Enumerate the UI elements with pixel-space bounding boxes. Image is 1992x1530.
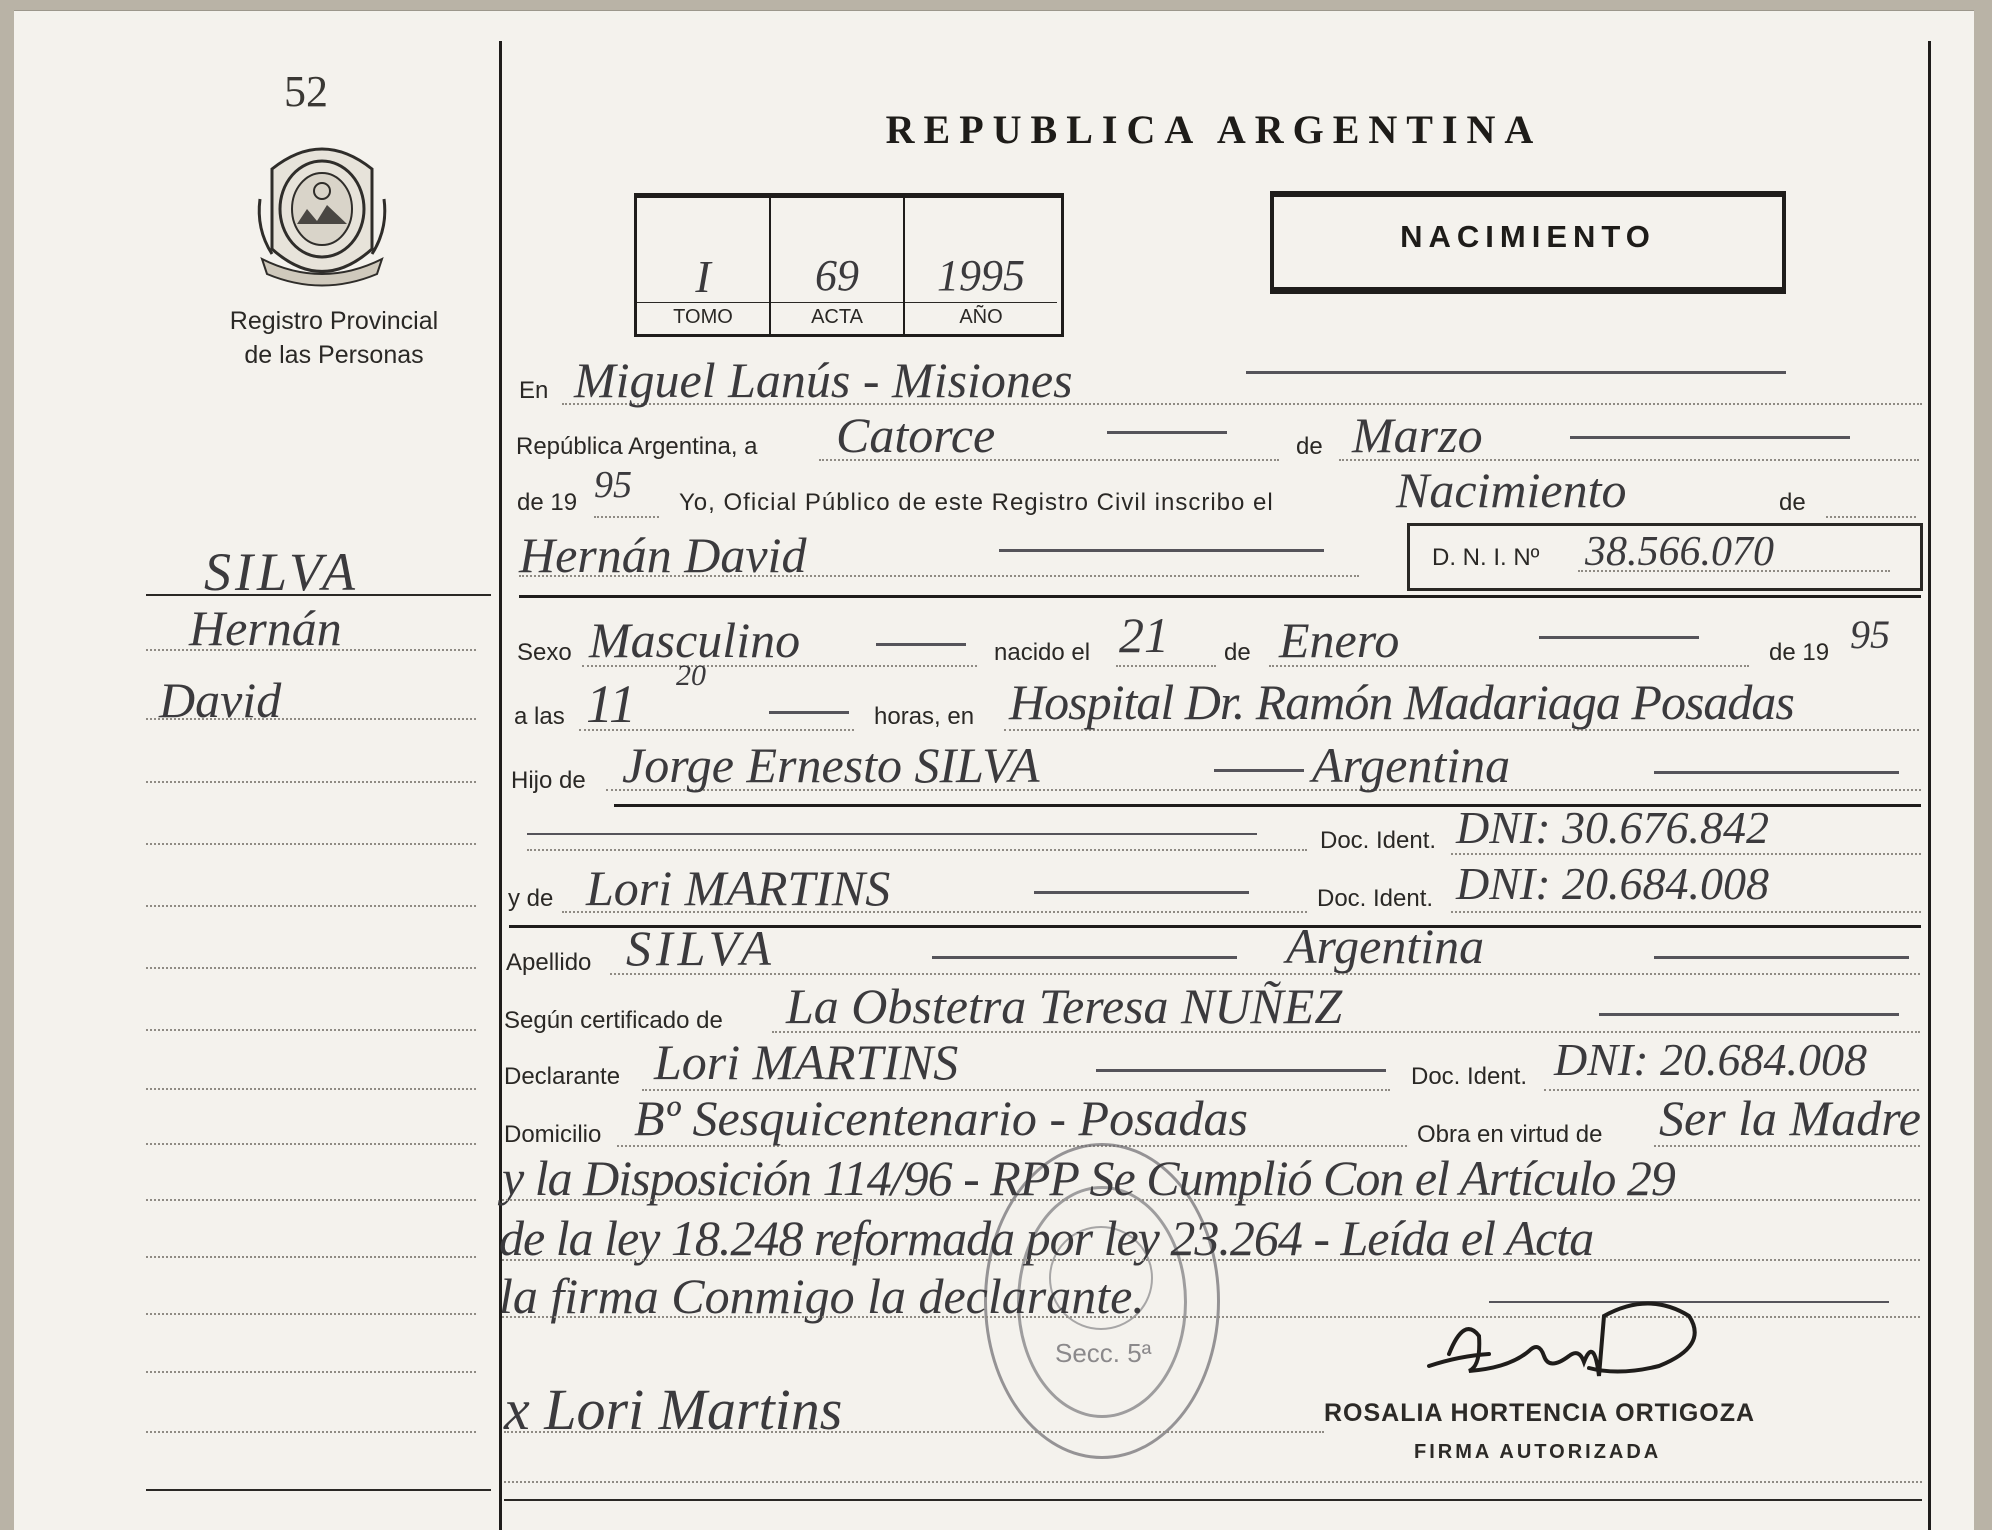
- place-of-registration: Miguel Lanús - Misiones: [574, 352, 1073, 408]
- margin-line: [146, 1143, 476, 1145]
- page-number: 52: [284, 67, 328, 116]
- declarant-doc: DNI: 20.684.008: [1554, 1034, 1868, 1085]
- declarant-name: Lori MARTINS: [654, 1034, 959, 1090]
- provincial-seal-icon: [252, 129, 392, 294]
- registration-year: 95: [594, 464, 632, 506]
- margin-line: [146, 1199, 476, 1201]
- tomo-cell: [637, 198, 771, 334]
- declarant-signature: x Lori Martins: [504, 1377, 843, 1442]
- mother-doc-label: Doc. Ident.: [1317, 885, 1434, 912]
- margin-bottom-rule: [146, 1489, 491, 1491]
- birth-hour: 11: [586, 674, 636, 734]
- margin-rule: [146, 594, 491, 596]
- birth-month: Enero: [1279, 612, 1400, 668]
- nacido-label: nacido el: [994, 639, 1091, 666]
- declarant-address: Bº Sesquicentenario - Posadas: [634, 1090, 1249, 1146]
- registration-day: Catorce: [836, 407, 996, 463]
- declarant-doc-label: Doc. Ident.: [1411, 1063, 1528, 1090]
- right-border: [1928, 41, 1931, 1530]
- birth-certificate-page: [14, 10, 1974, 1530]
- birth-day: 21: [1119, 607, 1169, 663]
- child-dni: 38.566.070: [1585, 529, 1774, 575]
- mother-nationality: Argentina: [1286, 918, 1485, 974]
- margin-surname: SILVA: [204, 542, 359, 602]
- mother-doc: DNI: 20.684.008: [1456, 858, 1770, 909]
- registration-statement: Yo, Oficial Público de este Registro Civil inscribo el: [679, 489, 1274, 516]
- issuer-line-1: Registro Provincial: [229, 307, 439, 335]
- domicilio-label: Domicilio: [504, 1121, 602, 1148]
- ano-cell: [905, 198, 1057, 334]
- event-type: Nacimiento: [1396, 462, 1627, 518]
- issuer-line-2: de las Personas: [244, 341, 424, 369]
- ano-value: 1995: [937, 251, 1025, 300]
- event-de-label: de: [1779, 489, 1806, 516]
- margin-given-name-2: David: [159, 672, 282, 728]
- sex-value: Masculino: [589, 612, 801, 668]
- margin-line: [146, 1431, 476, 1433]
- de-label-2: de: [1224, 639, 1251, 666]
- stamp-section: Secc. 5ª: [1055, 1338, 1152, 1368]
- birth-minute: 20: [676, 659, 706, 692]
- margin-line: [146, 781, 476, 783]
- hijo-label: Hijo de: [511, 767, 586, 794]
- margin-line: [146, 967, 476, 969]
- father-doc: DNI: 30.676.842: [1456, 802, 1770, 853]
- birth-year-prefix: de 19: [1769, 639, 1830, 666]
- sexo-label: Sexo: [517, 639, 572, 666]
- obra-label: Obra en virtud de: [1417, 1121, 1603, 1148]
- margin-line: [146, 1088, 476, 1090]
- mother-name: Lori MARTINS: [586, 860, 891, 916]
- acta-value: 69: [815, 251, 859, 300]
- tomo-value: I: [695, 251, 711, 302]
- dni-label: D. N. I. Nº: [1432, 544, 1540, 571]
- declarante-label: Declarante: [504, 1063, 621, 1090]
- margin-line: [146, 649, 476, 651]
- margin-line: [146, 905, 476, 907]
- birth-place: Hospital Dr. Ramón Madariaga Posadas: [1009, 674, 1794, 730]
- ano-label: AÑO: [959, 306, 1003, 328]
- en-label: En: [519, 377, 549, 404]
- acta-label: ACTA: [811, 306, 863, 328]
- country-header: REPUBLICA ARGENTINA: [885, 107, 1543, 152]
- tomo-label: TOMO: [673, 306, 733, 328]
- republica-label: República Argentina, a: [516, 433, 758, 460]
- acta-cell: [771, 198, 905, 334]
- father-name: Jorge Ernesto SILVA: [622, 737, 1040, 793]
- note-line-1: y la Disposición 114/96 - RPP Se Cumplió Con el Artículo 29: [502, 1150, 1675, 1206]
- note-line-2: de la ley 18.248 reformada por ley 23.264 - Leída el Acta: [499, 1210, 1594, 1266]
- horas-label: horas, en: [874, 703, 975, 730]
- note-line-3: la firma Conmigo la declarante.: [499, 1268, 1145, 1324]
- margin-line: [146, 1313, 476, 1315]
- certificate-issuer: La Obstetra Teresa NUÑEZ: [786, 978, 1343, 1034]
- official-title: FIRMA AUTORIZADA: [1414, 1441, 1662, 1463]
- margin-given-name-1: Hernán: [189, 600, 342, 656]
- apellido-label: Apellido: [506, 949, 592, 976]
- father-doc-label: Doc. Ident.: [1320, 827, 1437, 854]
- margin-line: [146, 1371, 476, 1373]
- record-type-box: [1270, 191, 1786, 294]
- margin-line: [146, 1029, 476, 1031]
- father-nationality: Argentina: [1312, 737, 1511, 793]
- official-signature-icon: [1419, 1296, 1739, 1406]
- registration-month: Marzo: [1352, 407, 1483, 463]
- birth-year: 95: [1850, 612, 1890, 657]
- de-label: de: [1296, 433, 1323, 460]
- official-name: ROSALIA HORTENCIA ORTIGOZA: [1324, 1399, 1756, 1427]
- year-prefix: de 19: [517, 489, 578, 516]
- declarant-capacity: Ser la Madre: [1659, 1090, 1921, 1146]
- alas-label: a las: [514, 703, 565, 730]
- margin-line: [146, 718, 476, 720]
- segun-label: Según certificado de: [504, 1007, 723, 1034]
- dni-box: [1407, 523, 1923, 591]
- margin-line: [146, 843, 476, 845]
- record-number-box: [634, 193, 1064, 337]
- yde-label: y de: [508, 885, 554, 912]
- child-name: Hernán David: [519, 527, 807, 583]
- child-surname: SILVA: [626, 920, 776, 976]
- margin-line: [146, 1256, 476, 1258]
- record-type: NACIMIENTO: [1400, 219, 1656, 254]
